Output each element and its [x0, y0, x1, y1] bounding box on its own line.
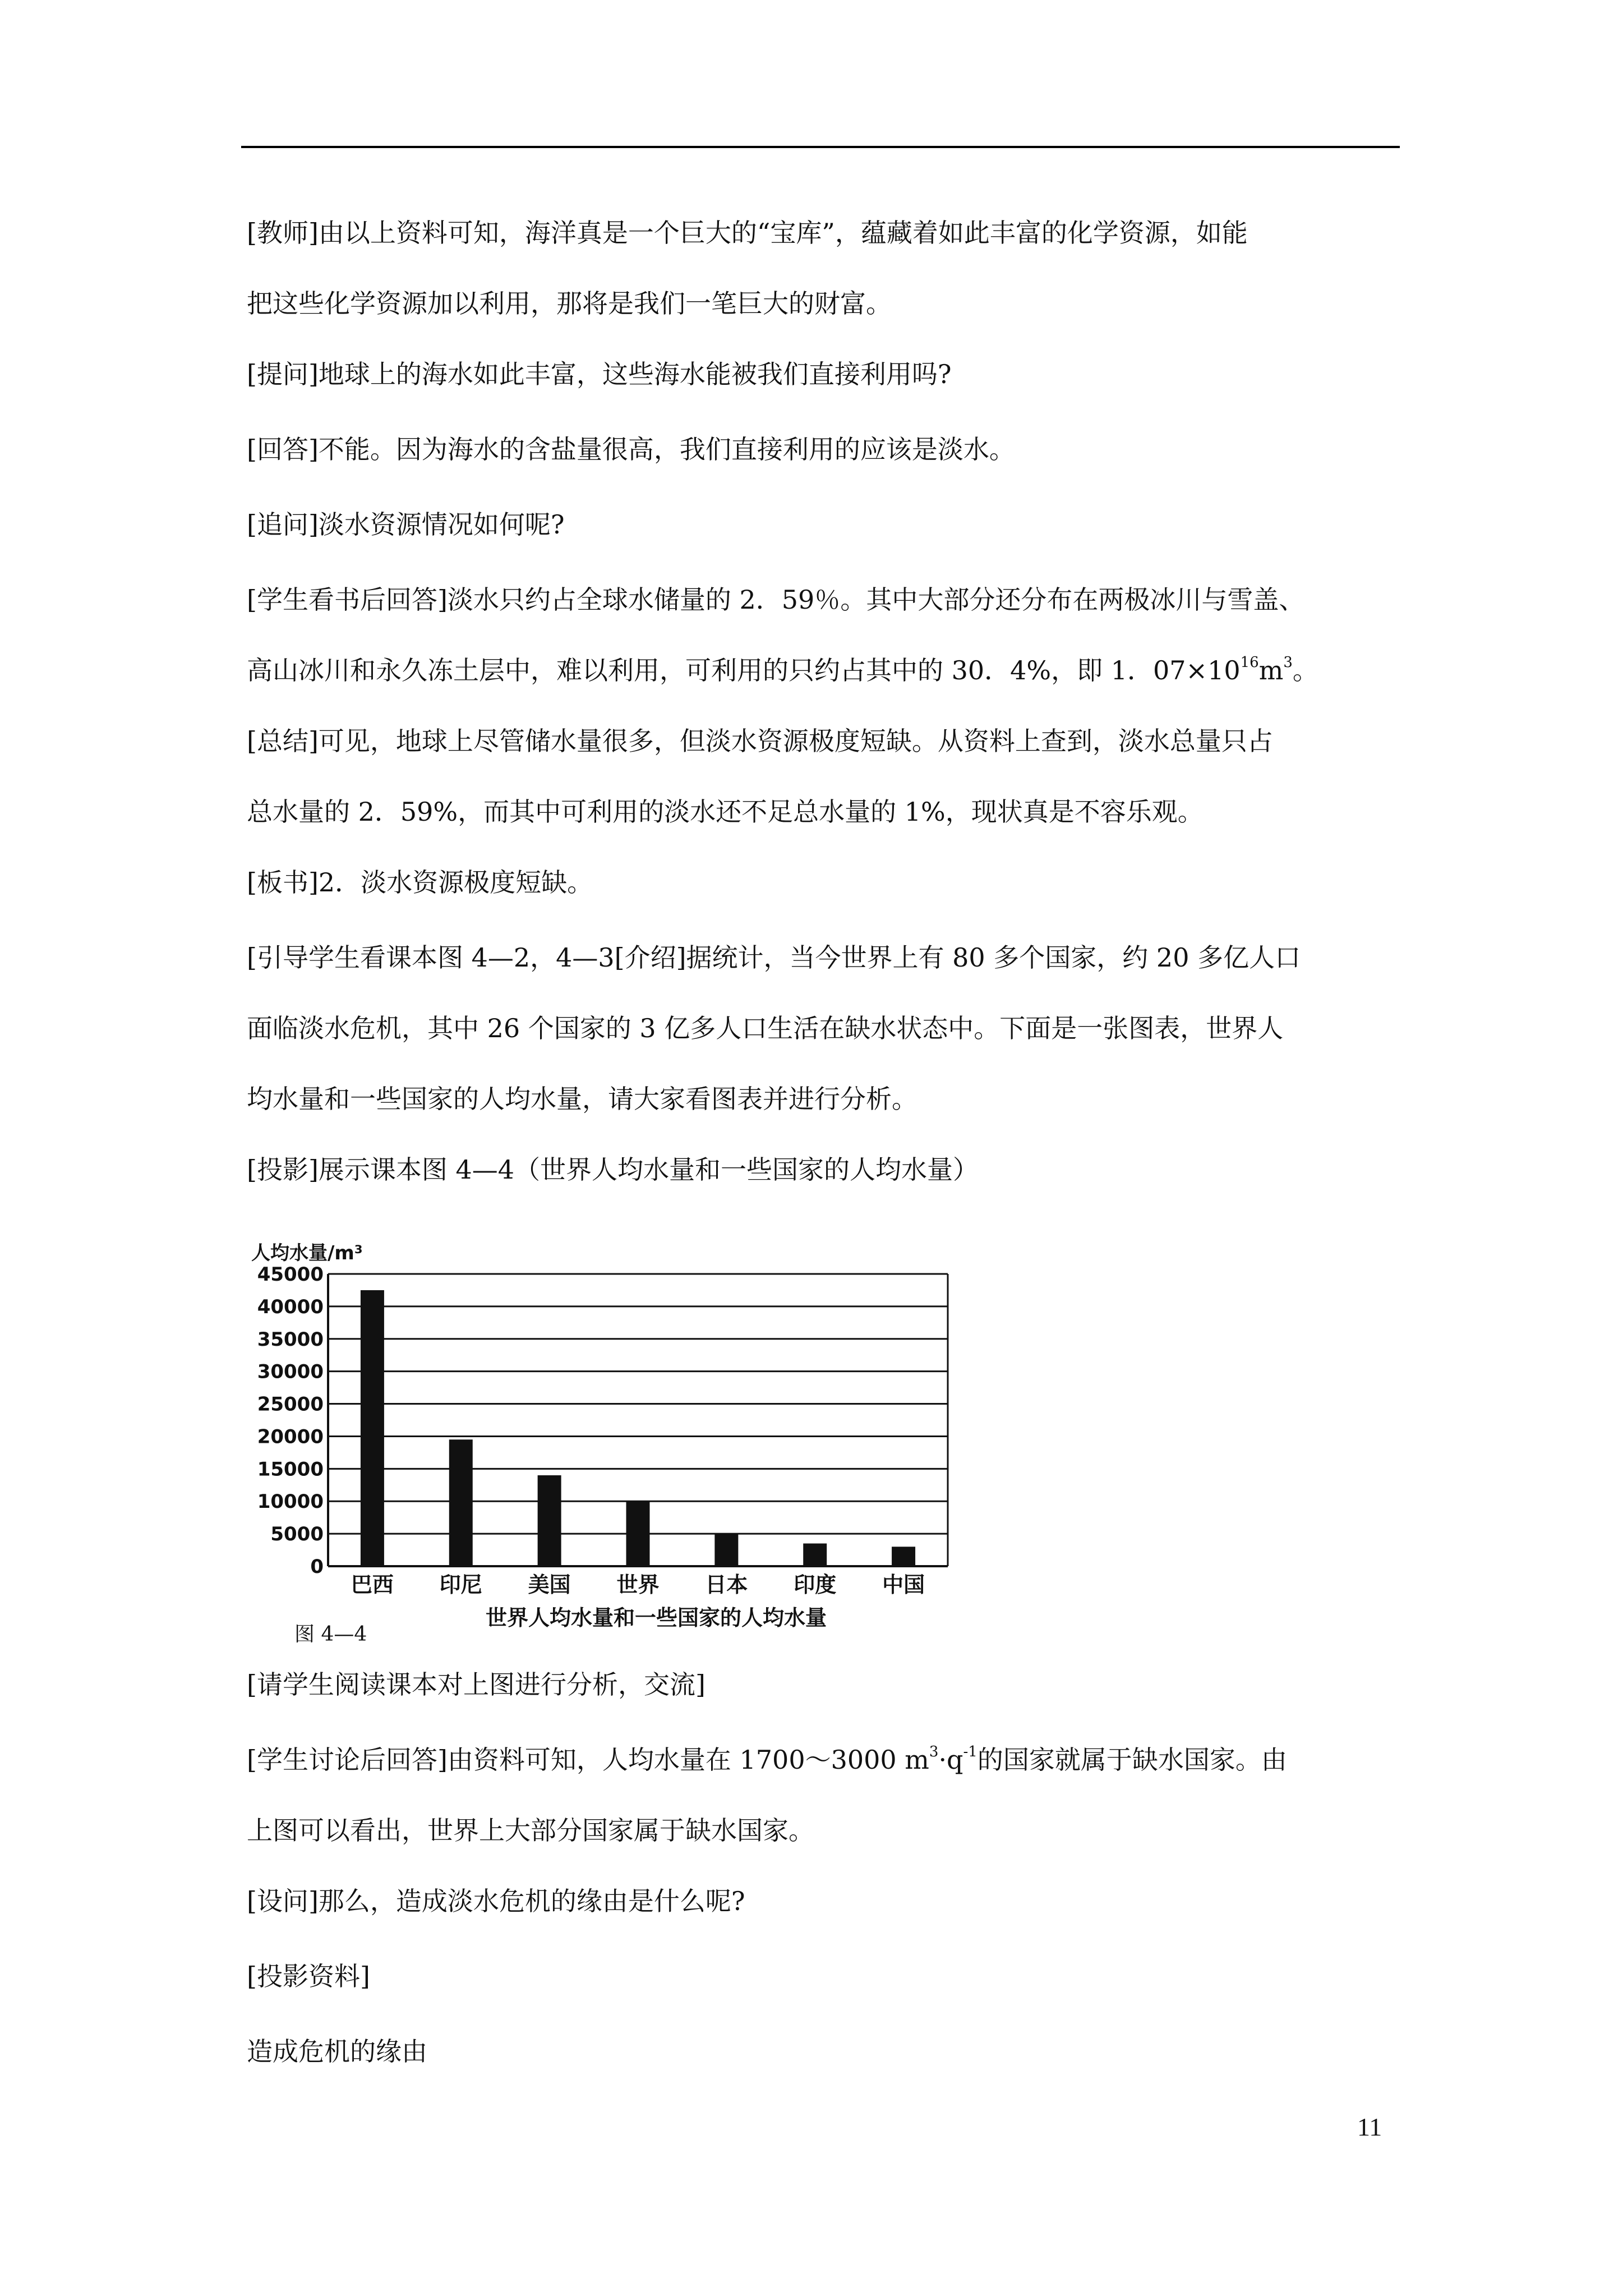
paragraph-projection-material — [247, 1941, 1402, 2012]
text-line: [回答]不能。因为海水的含盐量很高，我们直接利用的应该是淡水。 — [247, 434, 1015, 464]
y-tick-label: 40000 — [257, 1295, 324, 1318]
text-segment: 高山冰川和永久冻土层中，难以利用，可利用的只约占其中的 30．4%，即 1．07×10 — [247, 655, 1241, 685]
text-line: 面临淡水危机，其中 26 个国家的 3 亿多人口生活在缺水状态中。下面是一张图表，世界人 — [247, 1013, 1284, 1043]
text-line: 上图可以看出，世界上大部分国家属于缺水国家。 — [247, 1815, 814, 1846]
text-line: [引导学生看课本图 4—2，4—3[介绍]据统计，当今世界上有 80 多个国家，约 20 多亿人口 — [247, 942, 1301, 973]
paragraph-student-discussion — [247, 1724, 1402, 1866]
chart-title: 世界人均水量和一些国家的人均水量 — [485, 1605, 827, 1630]
water-per-capita-chart — [247, 1231, 976, 1646]
y-axis-label: 人均水量/m³ — [251, 1242, 363, 1264]
text-line: 总水量的 2．59%，而其中可利用的淡水还不足总水量的 1%，现状真是不容乐观。 — [247, 797, 1204, 827]
text-line: [总结]可见，地球上尽管储水量很多，但淡水资源极度短缺。从资料上查到，淡水总量只占 — [247, 726, 1273, 756]
x-tick-label: 美国 — [528, 1572, 571, 1597]
x-tick-label: 日本 — [705, 1572, 748, 1597]
y-tick-label: 45000 — [257, 1263, 324, 1286]
y-tick-label: 30000 — [257, 1360, 324, 1383]
text-line: [板书]2．淡水资源极度短缺。 — [247, 867, 593, 898]
text-line — [247, 1724, 1402, 1795]
x-tick-label: 巴西 — [351, 1572, 394, 1597]
text-line: [投影资料] — [247, 1961, 370, 1991]
paragraph-projection — [247, 1134, 1402, 1205]
paragraph-answer — [247, 414, 1402, 485]
text-line: [提问]地球上的海水如此丰富，这些海水能被我们直接利用吗? — [247, 359, 952, 389]
paragraph-guide — [247, 922, 1402, 1134]
text-line: 把这些化学资源加以利用，那将是我们一笔巨大的财富。 — [247, 288, 892, 319]
text-line — [247, 635, 1402, 706]
bar — [714, 1534, 738, 1566]
page-number: 11 — [1357, 2113, 1382, 2141]
paragraph-follow-up — [247, 489, 1402, 560]
paragraph-set-question — [247, 1866, 1402, 1936]
paragraph-board — [247, 847, 1402, 918]
superscript: 3 — [929, 1743, 939, 1760]
text-line: [学生看书后回答]淡水只约占全球水储量的 2．59％。其中大部分还分布在两极冰川与雪盖、 — [247, 585, 1305, 615]
superscript: 3 — [1283, 654, 1293, 671]
text-line: 造成危机的缘由 — [247, 2036, 427, 2067]
header-rule — [241, 146, 1400, 148]
text-segment: ·q — [938, 1745, 963, 1775]
text-line: [请学生阅读课本对上图进行分析，交流] — [247, 1669, 706, 1700]
paragraph-summary — [247, 706, 1402, 847]
bar — [892, 1547, 915, 1566]
text-line: 均水量和一些国家的人均水量，请大家看图表并进行分析。 — [247, 1084, 917, 1114]
text-segment: 的国家就属于缺水国家。由 — [977, 1745, 1287, 1775]
y-tick-label: 35000 — [257, 1328, 324, 1351]
text-line: [投影]展示课本图 4—4（世界人均水量和一些国家的人均水量） — [247, 1154, 979, 1185]
text-segment: m — [1258, 655, 1284, 685]
x-tick-label: 世界 — [616, 1572, 660, 1597]
text-line: [教师]由以上资料可知，海洋真是一个巨大的“宝库”，蕴藏着如此丰富的化学资源，如能 — [247, 218, 1248, 248]
text-segment: [学生讨论后回答]由资料可知，人均水量在 1700～3000 m — [247, 1745, 929, 1775]
y-tick-label: 5000 — [270, 1523, 324, 1546]
x-tick-label: 中国 — [882, 1572, 925, 1597]
paragraph-question — [247, 339, 1402, 409]
text-line: [追问]淡水资源情况如何呢? — [247, 509, 565, 540]
bar — [626, 1501, 650, 1566]
superscript: -1 — [963, 1743, 978, 1760]
y-tick-label: 10000 — [257, 1490, 324, 1513]
x-tick-label: 印度 — [794, 1572, 837, 1597]
bar — [361, 1290, 384, 1566]
y-tick-label: 0 — [310, 1556, 324, 1578]
paragraph-causes — [247, 2016, 1402, 2087]
paragraph-teacher — [247, 197, 1402, 339]
bar — [803, 1543, 827, 1566]
bar — [449, 1439, 473, 1566]
paragraph-student-answer — [247, 564, 1402, 706]
bar — [538, 1475, 561, 1566]
y-tick-label: 15000 — [257, 1458, 324, 1481]
y-tick-label: 20000 — [257, 1425, 324, 1448]
superscript: 16 — [1240, 654, 1259, 671]
figure-label: 图 4—4 — [294, 1623, 367, 1646]
text-line: [设问]那么，造成淡水危机的缘由是什么呢? — [247, 1886, 745, 1916]
y-tick-label: 25000 — [257, 1393, 324, 1416]
x-tick-label: 印尼 — [439, 1572, 482, 1597]
paragraph-discussion — [247, 1649, 1402, 1720]
text-segment: 。 — [1292, 655, 1318, 685]
